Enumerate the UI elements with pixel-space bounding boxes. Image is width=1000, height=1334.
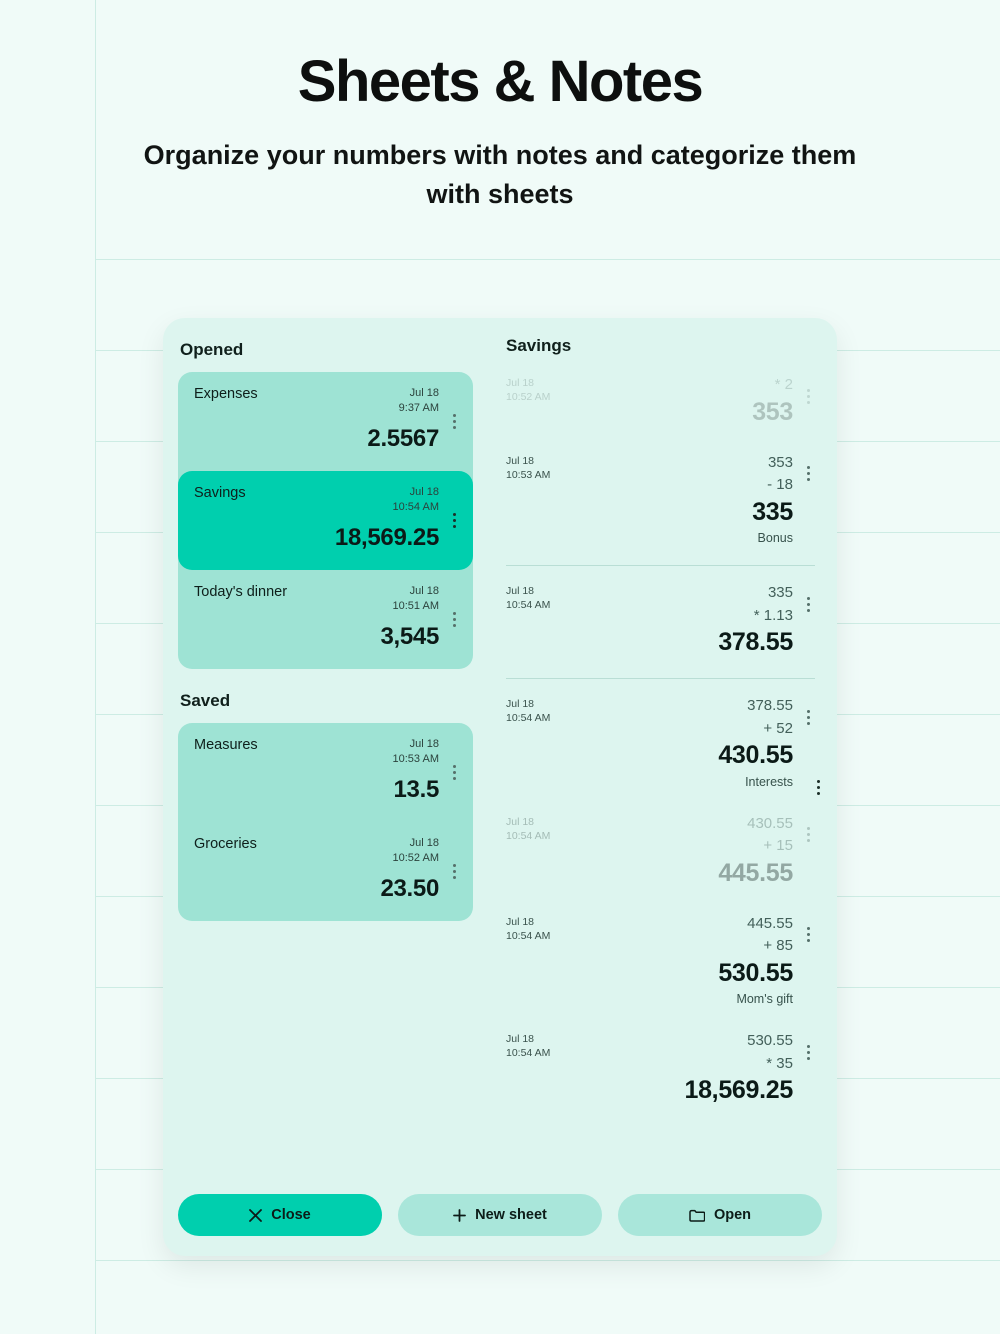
entry-operation: * 1.13 — [753, 606, 793, 624]
sheet-row[interactable] — [178, 822, 473, 921]
close-icon — [249, 1209, 262, 1222]
entry-result: 530.55 — [718, 958, 793, 987]
sheet-detail-header — [506, 336, 819, 356]
sheet-value: 23.50 — [380, 875, 439, 902]
saved-sheet-list — [178, 723, 473, 921]
entry-row[interactable] — [506, 903, 819, 1020]
close-button[interactable] — [178, 1194, 382, 1236]
sheet-row[interactable] — [178, 471, 473, 570]
sheet-time: 10:54 AM — [392, 500, 439, 513]
entry-row[interactable] — [506, 803, 819, 903]
entry-result: 445.55 — [718, 858, 793, 887]
entry-date: Jul 18 — [506, 815, 535, 828]
entry-kebab-icon[interactable] — [801, 925, 815, 945]
new-sheet-button[interactable] — [398, 1194, 602, 1236]
page-header — [0, 50, 1000, 214]
open-button[interactable] — [618, 1194, 822, 1236]
opened-section-title: Opened — [180, 340, 244, 359]
entry-divider — [506, 565, 815, 566]
sheet-name: Today's dinner — [194, 584, 288, 600]
entry-result: 378.55 — [718, 628, 793, 656]
entry-kebab-icon[interactable] — [801, 594, 815, 614]
entry-result: 353 — [752, 397, 793, 426]
sheet-row-kebab-icon[interactable] — [447, 610, 461, 630]
sheet-row-kebab-icon[interactable] — [447, 511, 461, 531]
sheet-row-kebab-icon[interactable] — [447, 862, 461, 882]
sheet-timestamp — [393, 485, 439, 515]
entry-date: Jul 18 — [506, 915, 535, 928]
entry-date: Jul 18 — [506, 377, 535, 389]
sheet-row-kebab-icon[interactable] — [447, 763, 461, 783]
entry-timestamp — [506, 697, 550, 725]
sheet-timestamp — [399, 386, 439, 416]
entry-time: 10:54 AM — [506, 712, 551, 725]
sheet-name: Measures — [194, 737, 258, 753]
entry-note: Interests — [745, 774, 793, 789]
card-footer — [163, 1194, 837, 1256]
entry-timestamp — [506, 1032, 550, 1060]
entry-date: Jul 18 — [506, 1033, 535, 1045]
entry-previous-value: 445.55 — [747, 914, 793, 932]
sheet-name: Groceries — [194, 836, 257, 852]
sheet-time: 10:53 AM — [392, 752, 439, 765]
close-button-label: Close — [271, 1207, 311, 1223]
entry-note: Bonus — [757, 531, 793, 545]
entry-result: 18,569.25 — [684, 1076, 793, 1104]
folder-icon — [689, 1209, 705, 1222]
sheets-sidebar — [163, 318, 488, 1256]
entry-time: 10:54 AM — [506, 829, 551, 842]
entry-list[interactable] — [506, 364, 819, 1204]
entry-note: Mom's gift — [736, 992, 793, 1006]
entry-operation: * 35 — [766, 1054, 793, 1072]
entry-result: 430.55 — [718, 741, 793, 770]
sheet-time: 10:52 AM — [392, 851, 439, 864]
sheet-date: Jul 18 — [409, 738, 439, 750]
entry-timestamp — [506, 454, 550, 482]
entry-time: 10:53 AM — [506, 468, 551, 481]
sheet-detail-title: Savings — [506, 336, 572, 355]
sheet-row[interactable] — [178, 570, 473, 669]
entry-operation: * 2 — [774, 376, 793, 393]
plus-icon — [453, 1209, 466, 1222]
sheet-name: Savings — [194, 485, 246, 501]
entry-time: 10:52 AM — [506, 391, 551, 404]
sheet-date: Jul 18 — [409, 585, 439, 597]
entry-previous-value: 530.55 — [747, 1032, 793, 1049]
entry-timestamp — [506, 376, 550, 404]
entry-divider — [506, 678, 815, 679]
entry-date: Jul 18 — [506, 454, 535, 467]
sheet-row[interactable] — [178, 372, 473, 471]
sheet-detail-pane — [488, 318, 837, 1256]
sheet-value: 2.5567 — [367, 425, 439, 452]
page-subtitle: Organize your numbers with notes and categorize them with sheets — [143, 139, 857, 209]
entry-row[interactable] — [506, 364, 819, 442]
entry-timestamp — [506, 915, 550, 943]
entry-kebab-icon[interactable] — [801, 825, 815, 845]
new-sheet-button-label: New sheet — [475, 1207, 547, 1223]
sheet-timestamp — [393, 584, 439, 614]
notebook-rule — [95, 259, 1000, 260]
entry-date: Jul 18 — [506, 698, 535, 711]
entry-row[interactable] — [506, 1020, 819, 1120]
entry-previous-value: 353 — [767, 453, 793, 471]
entry-time: 10:54 AM — [506, 1047, 551, 1060]
entry-operation: + 52 — [763, 719, 793, 737]
entry-time: 10:54 AM — [506, 929, 551, 942]
sheet-time: 10:51 AM — [392, 599, 439, 612]
sheet-row-kebab-icon[interactable] — [447, 412, 461, 432]
entry-row[interactable] — [506, 685, 819, 802]
entry-operation: + 85 — [763, 937, 793, 955]
entry-kebab-icon[interactable] — [801, 1042, 815, 1062]
entry-previous-value: 430.55 — [747, 814, 793, 832]
sheet-value: 3,545 — [380, 623, 439, 650]
entry-time: 10:54 AM — [506, 599, 551, 612]
sheet-timestamp — [393, 836, 439, 866]
entry-kebab-icon[interactable] — [801, 386, 815, 406]
app-card — [163, 318, 837, 1256]
sheet-time: 9:37 AM — [398, 401, 439, 414]
entry-operation: + 15 — [763, 837, 793, 854]
entry-previous-value: 378.55 — [747, 697, 793, 715]
entry-previous-value: 335 — [767, 584, 793, 601]
sheet-date: Jul 18 — [409, 837, 439, 849]
page-title: Sheets & Notes — [297, 49, 703, 114]
notebook-rule — [95, 1260, 1000, 1261]
sheet-name: Expenses — [194, 386, 258, 402]
sheet-date: Jul 18 — [409, 486, 439, 498]
entry-timestamp — [506, 815, 550, 843]
opened-sheet-list — [178, 372, 473, 669]
sheet-value: 18,569.25 — [334, 524, 439, 551]
entry-row[interactable] — [506, 442, 819, 559]
sheet-date: Jul 18 — [409, 387, 439, 399]
sheet-timestamp — [393, 737, 439, 767]
entry-row[interactable] — [506, 572, 819, 672]
entry-date: Jul 18 — [506, 585, 535, 597]
entry-kebab-icon[interactable] — [801, 464, 815, 484]
saved-section-title: Saved — [180, 691, 231, 710]
entry-operation: - 18 — [767, 476, 793, 494]
entry-kebab-icon[interactable] — [801, 707, 815, 727]
sheet-row[interactable] — [178, 723, 473, 822]
entry-result: 335 — [752, 497, 793, 526]
entry-timestamp — [506, 584, 550, 612]
sheet-value: 13.5 — [393, 776, 439, 803]
open-button-label: Open — [713, 1207, 752, 1223]
